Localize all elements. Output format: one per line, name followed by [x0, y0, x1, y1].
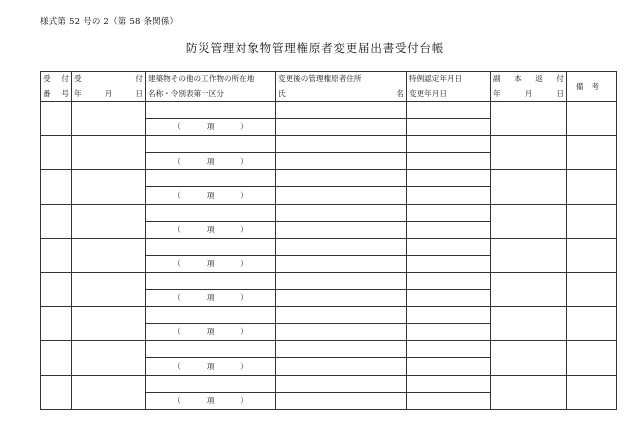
cell-remarks[interactable] — [567, 170, 617, 204]
cell-reception-date[interactable] — [72, 204, 146, 238]
header-copy-return: 副 本 返 付 — [491, 72, 567, 87]
cell-copy-return-date[interactable] — [491, 102, 567, 136]
cell-use-category-item[interactable] — [146, 392, 276, 409]
cell-use-category-item[interactable] — [146, 358, 276, 375]
cell-new-owner-name[interactable] — [276, 290, 407, 307]
cell-new-owner-address[interactable] — [276, 375, 407, 392]
cell-reception-date[interactable] — [72, 170, 146, 204]
form-number: 様式第 52 号の 2（第 58 条関係） — [40, 17, 179, 27]
item-label: （ 項 ） — [173, 156, 248, 166]
cell-location-name[interactable] — [146, 136, 276, 153]
cell-new-owner-name[interactable] — [276, 119, 407, 136]
cell-use-category-item[interactable] — [146, 153, 276, 170]
cell-special-cert-date[interactable] — [407, 204, 491, 221]
cell-use-category-item[interactable] — [146, 255, 276, 272]
cell-new-owner-name[interactable] — [276, 392, 407, 409]
cell-use-category-item[interactable] — [146, 119, 276, 136]
cell-location-name[interactable] — [146, 170, 276, 187]
cell-reception-date[interactable] — [72, 272, 146, 306]
cell-new-owner-name[interactable] — [276, 358, 407, 375]
cell-location-name[interactable] — [146, 204, 276, 221]
cell-reception-number[interactable] — [41, 307, 72, 341]
cell-reception-date[interactable] — [72, 136, 146, 170]
header-location: 建築物その他の工作物の所在地 — [146, 72, 276, 87]
record-row-upper — [41, 341, 617, 358]
cell-change-date[interactable] — [407, 187, 491, 204]
cell-use-category-item[interactable] — [146, 221, 276, 238]
cell-remarks[interactable] — [567, 136, 617, 170]
cell-reception-date[interactable] — [72, 375, 146, 409]
cell-remarks[interactable] — [567, 238, 617, 272]
cell-reception-number[interactable] — [41, 341, 72, 375]
record-row-upper — [41, 102, 617, 119]
cell-special-cert-date[interactable] — [407, 375, 491, 392]
cell-change-date[interactable] — [407, 153, 491, 170]
cell-copy-return-date[interactable] — [491, 170, 567, 204]
cell-reception-number[interactable] — [41, 204, 72, 238]
cell-new-owner-address[interactable] — [276, 136, 407, 153]
cell-use-category-item[interactable] — [146, 187, 276, 204]
record-row-upper — [41, 272, 617, 289]
cell-new-owner-address[interactable] — [276, 102, 407, 119]
cell-reception-number[interactable] — [41, 238, 72, 272]
cell-location-name[interactable] — [146, 102, 276, 119]
record-row-upper — [41, 238, 617, 255]
cell-new-owner-address[interactable] — [276, 170, 407, 187]
cell-location-name[interactable] — [146, 238, 276, 255]
header-reception-date: 受 付 — [72, 72, 146, 87]
cell-reception-date[interactable] — [72, 238, 146, 272]
header-reception-number: 受 付 — [41, 72, 72, 87]
cell-remarks[interactable] — [567, 204, 617, 238]
record-row-upper — [41, 170, 617, 187]
cell-remarks[interactable] — [567, 272, 617, 306]
cell-special-cert-date[interactable] — [407, 341, 491, 358]
cell-new-owner-name[interactable] — [276, 187, 407, 204]
cell-new-owner-name[interactable] — [276, 221, 407, 238]
cell-reception-number[interactable] — [41, 272, 72, 306]
cell-special-cert-date[interactable] — [407, 136, 491, 153]
record-row-upper — [41, 136, 617, 153]
cell-copy-return-date[interactable] — [491, 136, 567, 170]
header-row-2: 番 号 年 月 日 名称・令別表第一区分 氏 名 変更年月日 年 月 日 — [41, 87, 617, 102]
header-row-1 — [41, 72, 617, 87]
cell-reception-number[interactable] — [41, 136, 72, 170]
cell-change-date[interactable] — [407, 290, 491, 307]
cell-location-name[interactable] — [146, 307, 276, 324]
item-label: （ 項 ） — [173, 190, 248, 200]
cell-reception-number[interactable] — [41, 170, 72, 204]
cell-special-cert-date[interactable] — [407, 238, 491, 255]
cell-new-owner-name[interactable] — [276, 255, 407, 272]
cell-special-cert-date[interactable] — [407, 272, 491, 289]
cell-new-owner-address[interactable] — [276, 307, 407, 324]
cell-reception-number[interactable] — [41, 375, 72, 409]
cell-new-owner-name[interactable] — [276, 324, 407, 341]
record-row-upper — [41, 307, 617, 324]
cell-new-owner-address[interactable] — [276, 272, 407, 289]
cell-new-owner-address[interactable] — [276, 204, 407, 221]
cell-change-date[interactable] — [407, 255, 491, 272]
ledger-table — [40, 71, 617, 410]
cell-remarks[interactable] — [567, 102, 617, 136]
cell-copy-return-date[interactable] — [491, 272, 567, 306]
cell-reception-date[interactable] — [72, 341, 146, 375]
cell-copy-return-date[interactable] — [491, 375, 567, 409]
item-label: （ 項 ） — [173, 293, 248, 303]
cell-special-cert-date[interactable] — [407, 170, 491, 187]
cell-reception-date[interactable] — [72, 307, 146, 341]
header-remarks: 備考 — [567, 72, 617, 102]
document-title: 防災管理対象物管理権原者変更届出書受付台帳 — [185, 41, 445, 55]
cell-use-category-item[interactable] — [146, 324, 276, 341]
cell-change-date[interactable] — [407, 119, 491, 136]
cell-special-cert-date[interactable] — [407, 102, 491, 119]
cell-copy-return-date[interactable] — [491, 341, 567, 375]
record-row-upper — [41, 375, 617, 392]
cell-new-owner-address[interactable] — [276, 238, 407, 255]
record-row-upper — [41, 204, 617, 221]
cell-location-name[interactable] — [146, 341, 276, 358]
cell-copy-return-date[interactable] — [491, 238, 567, 272]
header-new-owner-address: 変更後の管理権原者住所 — [276, 72, 407, 87]
item-label: （ 項 ） — [173, 259, 248, 269]
item-label: （ 項 ） — [173, 224, 248, 234]
cell-special-cert-date[interactable] — [407, 307, 491, 324]
cell-change-date[interactable] — [407, 358, 491, 375]
cell-new-owner-name[interactable] — [276, 153, 407, 170]
item-label: （ 項 ） — [173, 122, 248, 132]
cell-remarks[interactable] — [567, 341, 617, 375]
cell-use-category-item[interactable] — [146, 290, 276, 307]
cell-copy-return-date[interactable] — [491, 307, 567, 341]
header-special-cert-date: 特例認定年月日 — [407, 72, 491, 87]
cell-change-date[interactable] — [407, 392, 491, 409]
cell-remarks[interactable] — [567, 307, 617, 341]
cell-reception-date[interactable] — [72, 102, 146, 136]
cell-reception-number[interactable] — [41, 102, 72, 136]
cell-remarks[interactable] — [567, 375, 617, 409]
item-label: （ 項 ） — [173, 327, 248, 337]
item-label: （ 項 ） — [173, 361, 248, 371]
cell-copy-return-date[interactable] — [491, 204, 567, 238]
cell-new-owner-address[interactable] — [276, 341, 407, 358]
cell-change-date[interactable] — [407, 221, 491, 238]
cell-location-name[interactable] — [146, 272, 276, 289]
cell-location-name[interactable] — [146, 375, 276, 392]
cell-change-date[interactable] — [407, 324, 491, 341]
item-label: （ 項 ） — [173, 395, 248, 405]
